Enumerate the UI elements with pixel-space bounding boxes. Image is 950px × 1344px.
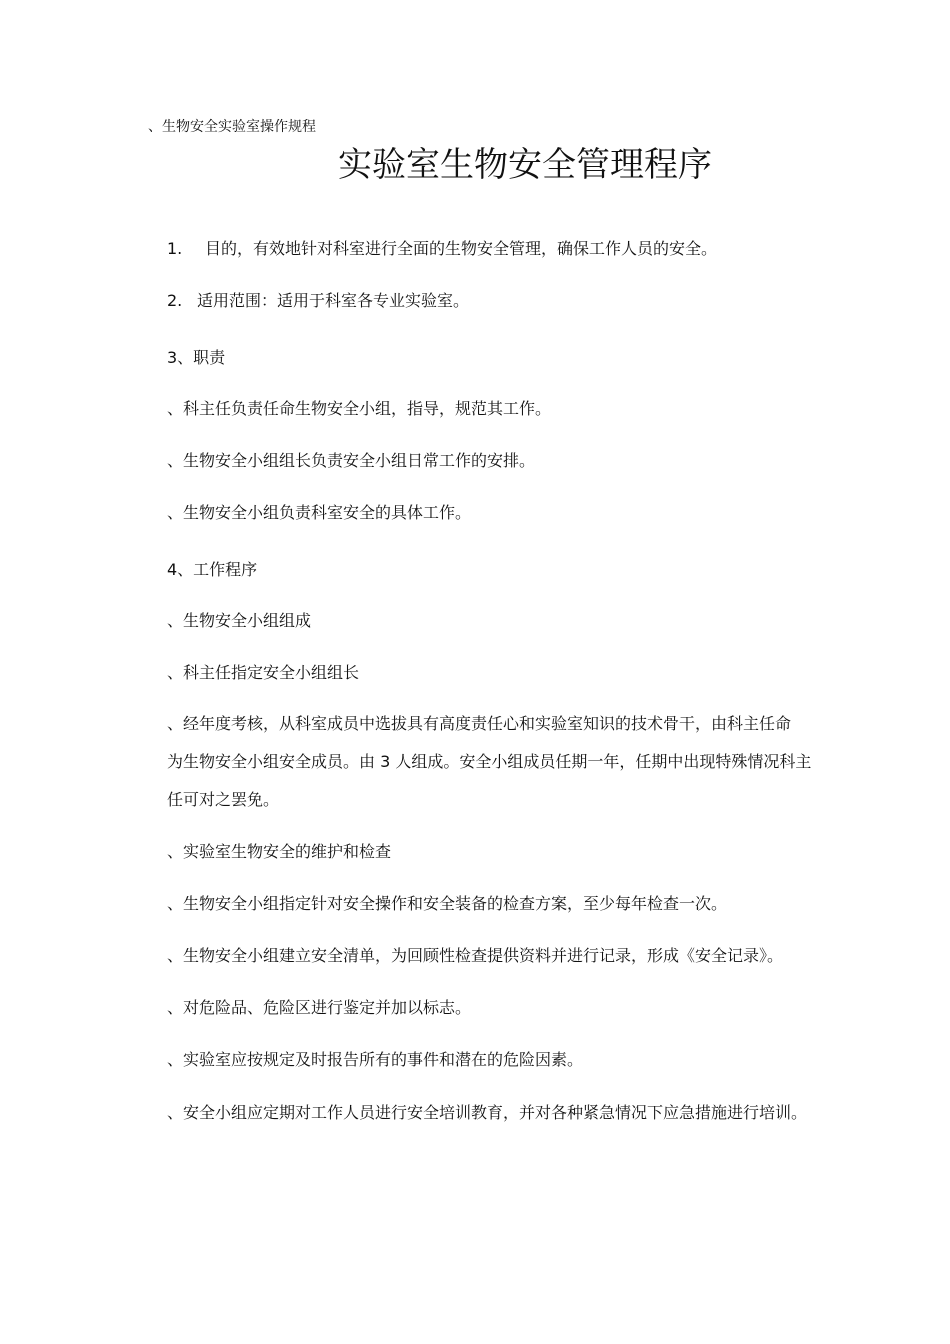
list-item: 、实验室生物安全的维护和检查: [167, 842, 392, 861]
paragraph-line: 任可对之罢免。: [167, 790, 280, 809]
header-note: 、生物安全实验室操作规程: [148, 119, 316, 135]
list-item: 、实验室应按规定及时报告所有的事件和潜在的危险因素。: [167, 1050, 584, 1069]
list-item: 、生物安全小组组长负责安全小组日常工作的安排。: [167, 451, 536, 470]
item-scope: [167, 290, 469, 312]
item-number: 1.: [167, 239, 183, 258]
page-title: 实验室生物安全管理程序: [338, 145, 712, 185]
section-heading-procedure: 4、工作程序: [167, 560, 258, 579]
list-item: 、安全小组应定期对工作人员进行安全培训教育，并对各种紧急情况下应急措施进行培训。: [167, 1103, 808, 1122]
section-heading-responsibilities: 3、职责: [167, 348, 226, 367]
item-text: 目的，有效地针对科室进行全面的生物安全管理，确保工作人员的安全。: [205, 239, 718, 258]
list-item: 、生物安全小组负责科室安全的具体工作。: [167, 503, 472, 522]
list-item: 、科主任负责任命生物安全小组，指导，规范其工作。: [167, 399, 552, 418]
list-item: 、生物安全小组指定针对安全操作和安全装备的检查方案，至少每年检查一次。: [167, 894, 728, 913]
paragraph-line: 、经年度考核，从科室成员中选拔具有高度责任心和实验室知识的技术骨干，由科主任命: [167, 714, 792, 733]
item-number: 2.: [167, 291, 183, 310]
item-text: 适用范围：适用于科室各专业实验室。: [197, 291, 470, 310]
paragraph-line: 为生物安全小组安全成员。由 3 人组成。安全小组成员任期一年，任期中出现特殊情况科主: [167, 752, 812, 771]
list-item: 、生物安全小组建立安全清单，为回顾性检查提供资料并进行记录，形成《安全记录》。: [167, 946, 784, 965]
paragraph-member-selection: [167, 705, 892, 819]
list-item: 、对危险品、危险区进行鉴定并加以标志。: [167, 998, 472, 1017]
list-item: 、科主任指定安全小组组长: [167, 663, 360, 682]
item-purpose: [167, 238, 717, 260]
list-item: 、生物安全小组组成: [167, 611, 312, 630]
